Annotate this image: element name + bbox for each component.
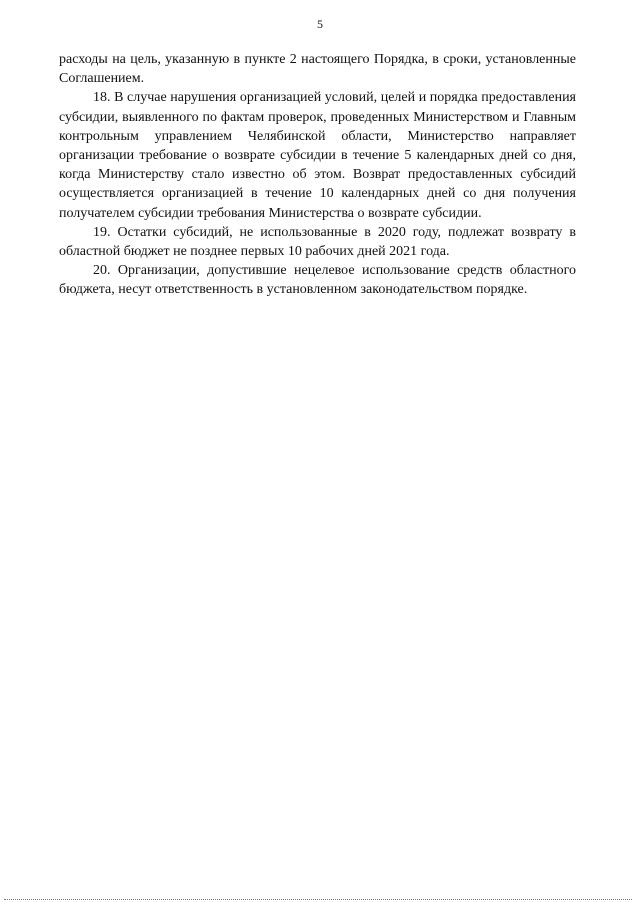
document-body [59, 50, 576, 300]
paragraph-17-continuation: расходы на цель, указанную в пункте 2 настоящего Порядка, в сроки, установленные Соглашением. [59, 52, 576, 87]
paragraph-18: 18. В случае нарушения организацией условий, целей и порядка предоставления субсидии, выявленного по фактам проверок, проведенных Министерством и Главным контрольным управлением Челябинской области, Министерство направляет организации требование о возврате субсидии в течение 5 календарных дней со дня, когда Министерству стало известно об этом. Возврат предоставленных субсидий осуществляется организацией в течение 10 календарных дней со дня получения получателем субсидии требования Министерства о возврате субсидии. [59, 90, 576, 221]
page-number: 5 [317, 17, 323, 31]
scan-bottom-edge [4, 899, 632, 900]
paragraph-20: 20. Организации, допустившие нецелевое использование средств областного бюджета, несут ответственность в установленном законодательством порядке. [59, 263, 576, 298]
paragraph-19: 19. Остатки субсидий, не использованные в 2020 году, подлежат возврату в областной бюджет не позднее первых 10 рабочих дней 2021 года. [59, 224, 576, 260]
